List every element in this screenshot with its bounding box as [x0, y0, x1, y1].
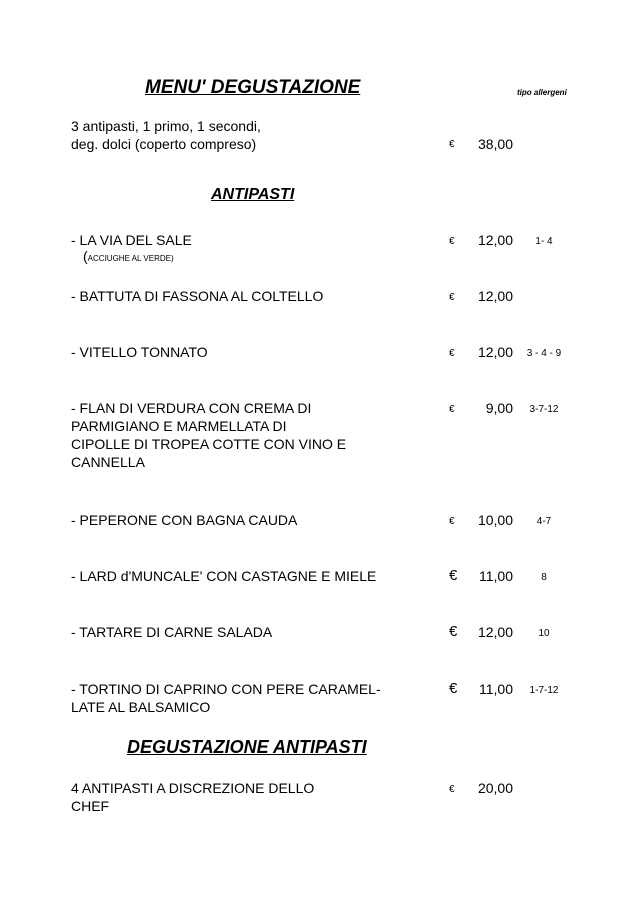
- menu-item: [71, 231, 431, 266]
- menu-item: [71, 287, 431, 305]
- menu-item-name: - LA VIA DEL SALE: [71, 232, 192, 248]
- menu-item-name: - TORTINO DI CAPRINO CON PERE CARAMEL- LATE AL BALSAMICO: [71, 681, 381, 715]
- menu-item-note: (ACCIUGHE AL VERDE): [83, 248, 174, 264]
- menu-item-name: - PEPERONE CON BAGNA CAUDA: [71, 512, 298, 528]
- menu-item-allergens: 8: [541, 572, 547, 583]
- tasting-menu-price: 38,00: [477, 136, 513, 152]
- menu-item-name: - TARTARE DI CARNE SALADA: [71, 624, 273, 640]
- antipasti-title: ANTIPASTI: [211, 186, 295, 203]
- euro-symbol: €: [449, 404, 455, 415]
- euro-symbol: €: [449, 784, 455, 795]
- euro-symbol: €: [449, 292, 455, 303]
- menu-item-price: 11,00: [479, 568, 513, 584]
- menu-item-price: 12,00: [477, 288, 513, 304]
- tasting-menu-text: 3 antipasti, 1 primo, 1 secondi, deg. dolci (coperto compreso): [71, 118, 261, 152]
- menu-item-price: 10,00: [477, 512, 513, 528]
- menu-item-price: 12,00: [477, 624, 513, 640]
- menu-item-name: - LARD d'MUNCALE' CON CASTAGNE E MIELE: [71, 568, 377, 584]
- degustazione-antipasti-description: [71, 779, 431, 815]
- euro-symbol: €: [449, 516, 455, 527]
- menu-item-allergens: 1-7-12: [529, 685, 559, 696]
- allergen-header: tipo allergeni: [517, 88, 567, 97]
- euro-symbol: €: [449, 567, 458, 584]
- menu-item-allergens: 3-7-12: [529, 404, 559, 415]
- euro-symbol: €: [449, 348, 455, 359]
- menu-item: [71, 567, 431, 585]
- euro-symbol: €: [449, 139, 455, 150]
- menu-item-price: 9,00: [485, 400, 513, 416]
- menu-title: MENU' DEGUSTAZIONE: [145, 77, 361, 98]
- menu-item-name: - BATTUTA DI FASSONA AL COLTELLO: [71, 288, 324, 304]
- menu-item: [71, 343, 431, 361]
- menu-item: [71, 680, 431, 716]
- menu-item-name: - FLAN DI VERDURA CON CREMA DI PARMIGIANO E MARMELLATA DI CIPOLLE DI TROPEA COTTE CON VINO E CANNELLA: [71, 400, 347, 470]
- menu-item-allergens: 4-7: [536, 516, 552, 527]
- menu-item-price: 12,00: [477, 232, 513, 248]
- degustazione-antipasti-title: DEGUSTAZIONE ANTIPASTI: [127, 737, 367, 757]
- euro-symbol: €: [449, 623, 458, 640]
- menu-item-allergens: 10: [538, 628, 550, 639]
- euro-symbol: €: [449, 680, 458, 697]
- tasting-menu-description: [71, 117, 431, 153]
- menu-item: [71, 623, 431, 641]
- menu-item-price: 12,00: [477, 344, 513, 360]
- menu-item-price: 11,00: [479, 681, 513, 697]
- menu-item-name: - VITELLO TONNATO: [71, 344, 208, 360]
- degustazione-antipasti-text: 4 ANTIPASTI A DISCREZIONE DELLO CHEF: [71, 780, 315, 814]
- degustazione-antipasti-price: 20,00: [477, 780, 513, 796]
- menu-item: [71, 399, 431, 471]
- menu-item-allergens: 1- 4: [535, 236, 553, 247]
- menu-item-allergens: 3 - 4 - 9: [526, 348, 562, 359]
- euro-symbol: €: [449, 236, 455, 247]
- menu-item: [71, 511, 431, 529]
